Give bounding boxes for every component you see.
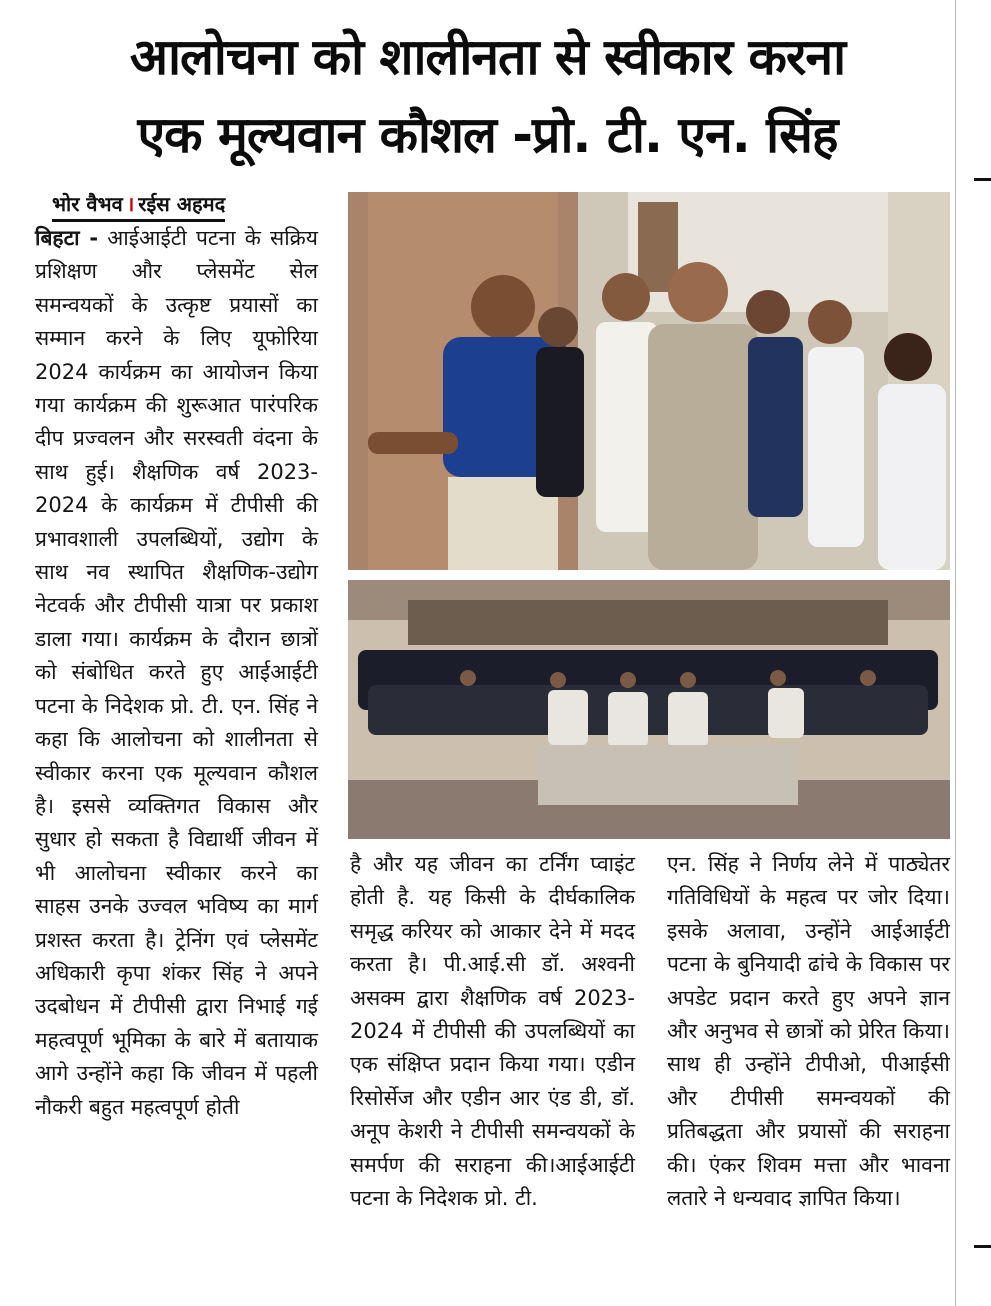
publication-name: भोर वैभव <box>52 192 123 216</box>
edge-divider <box>974 178 991 181</box>
byline-separator: । <box>126 192 135 216</box>
adjacent-article-edge <box>955 0 991 1306</box>
article-text-col1: आईआईटी पटना के सक्रिय प्रशिक्षण और प्लेसमेंट सेल समन्वयकों के उत्कृष्ट प्रयासों का सम्मान करने के लिए यूफोरिया 2024 कार्यक्रम का आयोजन किया गया कार्यक्रम की शुरूआत पारंपरिक दीप प्रज्वलन और सरस्वती वंदना के साथ हुई। शैक्षणिक वर्ष 2023-2024 के कार्यक्रम में टीपीसी की प्रभावशाली उपलब्धियों, उद्योग के साथ नव स्थापित शैक्षणिक-उद्योग नेटवर्क और टीपीसी यात्रा पर प्रकाश डाला गया। कार्यक्रम के दौरान छात्रों को संबोधित करते हुए आईआईटी पटना के निदेशक प्रो. टी. एन. सिंह ने कहा कि आलोचना को शालीनता से स्वीकार करना एक मूल्यवान कौशल है। इससे व्यक्तिगत विकास और सुधार हो सकता है विद्यार्थी जीवन में भी आलोचना स्वीकार करने का साहस उनके उज्वल भविष्य का मार्ग प्रशस्त करता है। ट्रेनिंग एवं प्लेसमेंट अधिकारी कृपा शंकर सिंह ने अपने उदबोधन में टीपीसी द्वारा निभाई गई महत्वपूर्ण भूमिका के बारे में बतायाक आगे उन्होंने कहा कि जीवन में पहली नौकरी बहुत महत्वपूर्ण होती <box>35 226 318 1119</box>
headline-line-1: आलोचना को शालीनता से स्वीकार करना <box>129 28 846 86</box>
edge-divider-bottom <box>974 1245 991 1248</box>
article-column-3 <box>667 848 950 1215</box>
article-column-1 <box>35 222 318 1124</box>
article-text-col2: है और यह जीवन का टर्निंग प्वाइंट होती है. यह किसी के दीर्घकालिक समृद्ध करियर को आकार देने में मदद करता है। पी.आई.सी डॉ. अश्वनी असक्म द्वारा शैक्षणिक वर्ष 2023-2024 में टीपीसी की उपलब्धियों का एक संक्षिप्त प्रदान किया गया। एडीन रिसोर्सेज और एडीन आर एंड डी, डॉ. अनूप केशरी ने टीपीसी समन्वयकों के समर्पण की सराहना की।आईआईटी पटना के निदेशक प्रो. टी. <box>350 852 635 1211</box>
article-column-2 <box>350 848 635 1215</box>
news-photo-director-visit <box>348 192 950 570</box>
headline-line-2: एक मूल्यवान कौशल -प्रो. टी. एन. सिंह <box>137 106 838 164</box>
byline <box>52 190 225 222</box>
dateline: बिहटा - <box>35 226 99 250</box>
news-photo-group <box>348 580 950 839</box>
photo-illustration-2 <box>348 580 950 839</box>
author-name: रईस अहमद <box>138 192 226 216</box>
photo-illustration-1 <box>348 192 950 570</box>
article-text-col3: एन. सिंह ने निर्णय लेने में पाठ्येतर गतिविधियों के महत्व पर जोर दिया। इसके अलावा, उन्होंने आईआईटी पटना के बुनियादी ढांचे के विकास पर अपडेट प्रदान करते हुए अपने ज्ञान और अनुभव से छात्रों को प्रेरित किया। साथ ही उन्होंने टीपीओ, पीआईसी और टीपीसी समन्वयकों की प्रतिबद्धता और प्रयासों की सराहना की। एंकर शिवम मत्ता और भावना लतारे ने धन्यवाद ज्ञापित किया। <box>667 852 950 1211</box>
headline <box>20 18 955 174</box>
